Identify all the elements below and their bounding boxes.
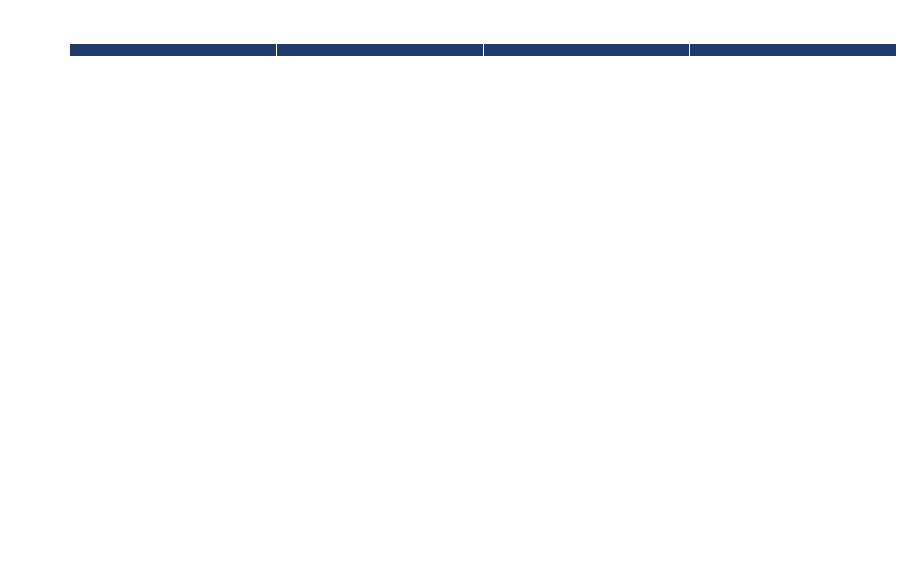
spec-header-row xyxy=(70,44,896,56)
header-diesel-vgt xyxy=(689,44,896,56)
header-diesel-wgt xyxy=(483,44,689,56)
header-type xyxy=(70,44,276,56)
header-gasoline xyxy=(276,44,483,56)
spec-table xyxy=(70,44,897,56)
